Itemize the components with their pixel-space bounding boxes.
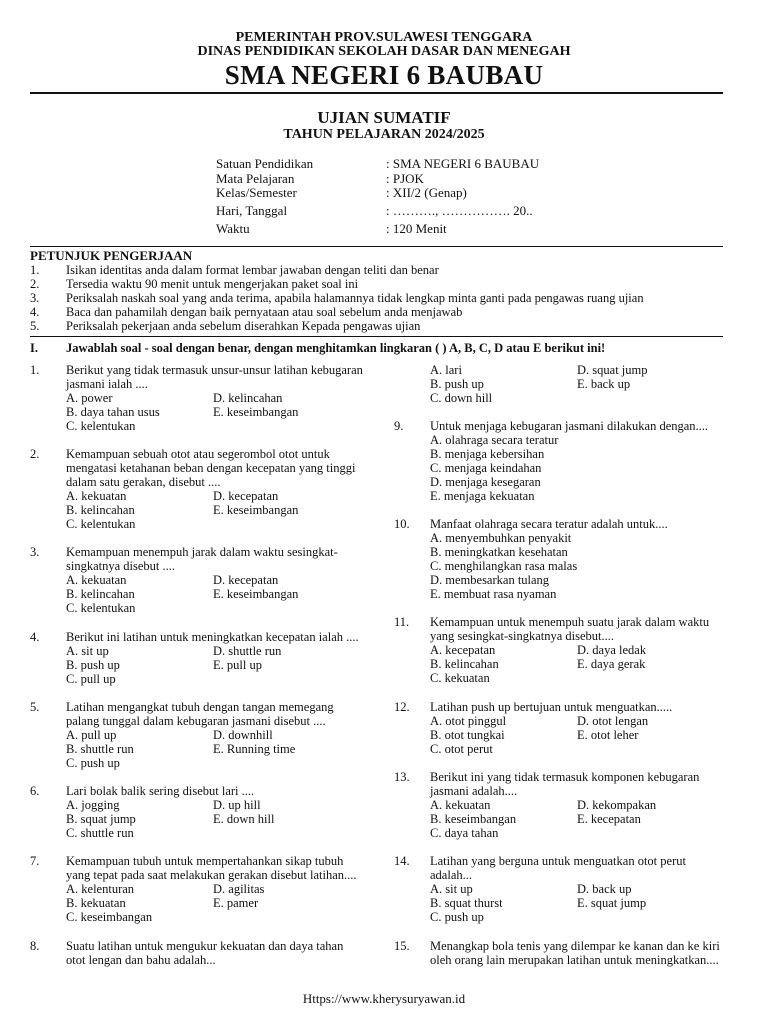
answer-option[interactable]: E. pull up	[213, 658, 262, 672]
answer-option[interactable]: B. kekuatan	[66, 896, 126, 910]
instruction-item	[30, 277, 358, 292]
question-text: otot lengan dan bahu adalah...	[66, 953, 216, 967]
answer-option[interactable]: E. membuat rasa nyaman	[430, 587, 557, 601]
answer-option[interactable]: E. down hill	[213, 812, 275, 826]
instruction-item	[30, 319, 420, 334]
answer-option[interactable]: D. menjaga kesegaran	[430, 475, 541, 489]
answer-option[interactable]: E. menjaga kekuatan	[430, 489, 535, 503]
answer-option[interactable]: C. push up	[66, 756, 120, 770]
answer-option[interactable]: D. daya ledak	[577, 643, 647, 657]
instruction-text: Isikan identitas anda dalam format lembar jawaban dengan teliti dan benar	[66, 263, 439, 277]
answer-option[interactable]: E. keseimbangan	[213, 405, 299, 419]
question-number: 13.	[394, 770, 410, 784]
question-text: Kemampuan untuk menempuh suatu jarak dalam waktu	[430, 615, 710, 629]
question-text: Berikut ini yang tidak termasuk komponen kebugaran	[430, 770, 700, 784]
answer-option[interactable]: E. keseimbangan	[213, 503, 299, 517]
question-number: 6.	[30, 784, 40, 798]
info-label: Kelas/Semester	[216, 185, 297, 200]
question-text: Suatu latihan untuk mengukur kekuatan dan daya tahan	[66, 939, 344, 953]
answer-option[interactable]: A. menyembuhkan penyakit	[430, 531, 572, 545]
answer-option[interactable]: E. daya gerak	[577, 657, 646, 671]
answer-option[interactable]: B. daya tahan usus	[66, 405, 160, 419]
answer-option[interactable]: B. shuttle run	[66, 742, 134, 756]
answer-option[interactable]: D. shuttle run	[213, 644, 282, 658]
header-divider	[30, 92, 723, 94]
answer-option[interactable]: A. kekuatan	[66, 489, 127, 503]
question-text: Kemampuan menempuh jarak dalam waktu sesingkat-	[66, 545, 338, 559]
answer-option[interactable]: B. kelincahan	[66, 503, 135, 517]
answer-option[interactable]: B. push up	[430, 377, 484, 391]
question-text: mengatasi ketahanan beban dengan kecepatan yang tinggi	[66, 461, 356, 475]
exam-title: UJIAN SUMATIF	[317, 108, 451, 127]
answer-option[interactable]: C. kekuatan	[430, 671, 490, 685]
question-text: Menangkap bola tenis yang dilempar ke kanan dan ke kiri	[430, 939, 720, 953]
question-text: yang tepat pada saat melakukan gerakan disebut latihan....	[66, 868, 357, 882]
info-row	[216, 185, 467, 201]
info-label: Mata Pelajaran	[216, 171, 295, 186]
answer-option[interactable]: B. push up	[66, 658, 120, 672]
answer-option[interactable]: C. otot perut	[430, 742, 493, 756]
question-number: 15.	[394, 939, 410, 953]
question-number: 8.	[30, 939, 40, 953]
instruction-number: 5.	[30, 319, 40, 333]
question-text: Berikut yang tidak termasuk unsur-unsur latihan kebugaran	[66, 363, 363, 377]
answer-option[interactable]: B. menjaga kebersihan	[430, 447, 545, 461]
answer-option[interactable]: C. kelentukan	[66, 601, 136, 615]
question-number: 1.	[30, 363, 40, 377]
answer-option[interactable]: A. lari	[430, 363, 462, 377]
answer-option[interactable]: C. down hill	[430, 391, 493, 405]
info-row	[216, 156, 539, 172]
answer-option[interactable]: C. daya tahan	[430, 826, 499, 840]
answer-option[interactable]: B. kelincahan	[430, 657, 499, 671]
question-number: 3.	[30, 545, 40, 559]
answer-option[interactable]: A. pull up	[66, 728, 117, 742]
answer-option[interactable]: E. back up	[577, 377, 631, 391]
answer-option[interactable]: C. kelentukan	[66, 517, 136, 531]
answer-option[interactable]: C. shuttle run	[66, 826, 134, 840]
info-value: : PJOK	[386, 171, 424, 186]
answer-option[interactable]: C. keseimbangan	[66, 910, 153, 924]
question-number: 9.	[394, 419, 404, 433]
question-text: Lari bolak balik sering disebut lari ....	[66, 784, 255, 798]
answer-option[interactable]: B. meningkatkan kesehatan	[430, 545, 568, 559]
answer-option[interactable]: A. kelenturan	[66, 882, 135, 896]
answer-option[interactable]: A. olahraga secara teratur	[430, 433, 559, 447]
answer-option[interactable]: B. keseimbangan	[430, 812, 517, 826]
answer-option[interactable]: A. sit up	[66, 644, 109, 658]
question-text: oleh orang lain merupakan latihan untuk meningkatkan....	[430, 953, 719, 967]
answer-option[interactable]: D. otot lengan	[577, 714, 649, 728]
question-text: Latihan push up bertujuan untuk menguatkan.....	[430, 700, 673, 714]
govt-heading: PEMERINTAH PROV.SULAWESI TENGGARA	[235, 30, 533, 45]
info-label: Satuan Pendidikan	[216, 156, 314, 171]
info-value: : XII/2 (Genap)	[386, 185, 467, 200]
question-text: palang tunggal dalam kebugaran jasmani disebut ....	[66, 714, 326, 728]
info-row	[216, 221, 447, 237]
instructions-title: PETUNJUK PENGERJAAN	[30, 248, 193, 263]
answer-option[interactable]: E. pamer	[213, 896, 259, 910]
info-value: : ………., ……………. 20..	[386, 203, 533, 218]
answer-option[interactable]: D. kelincahan	[213, 391, 283, 405]
answer-option[interactable]: C. push up	[430, 910, 484, 924]
question-text: Kemampuan sebuah otot atau segerombol otot untuk	[66, 447, 330, 461]
question-number: 4.	[30, 630, 40, 644]
answer-option[interactable]: A. power	[66, 391, 113, 405]
question-text: Manfaat olahraga secara teratur adalah untuk....	[430, 517, 668, 531]
answer-option[interactable]: D. kecepatan	[213, 489, 279, 503]
question-text: jasmani ialah ....	[66, 377, 148, 391]
answer-option[interactable]: B. squat thurst	[430, 896, 503, 910]
answer-option[interactable]: D. membesarkan tulang	[430, 573, 550, 587]
question-text: dalam satu gerakan, disebut ....	[66, 475, 221, 489]
question-number: 14.	[394, 854, 410, 868]
question-text: yang sesingkat-singkatnya disebut....	[430, 629, 614, 643]
instruction-number: 4.	[30, 305, 40, 319]
answer-option[interactable]: A. otot pinggul	[430, 714, 507, 728]
section-divider	[30, 336, 723, 337]
answer-option[interactable]: C. pull up	[66, 672, 116, 686]
department-heading: DINAS PENDIDIKAN SEKOLAH DASAR DAN MENEGAH	[197, 44, 571, 59]
instruction-number: 2.	[30, 277, 40, 291]
answer-option[interactable]: A. sit up	[430, 882, 473, 896]
answer-option[interactable]: D. back up	[577, 882, 632, 896]
answer-option[interactable]: A. kekuatan	[430, 798, 491, 812]
question-text: Berikut ini latihan untuk meningkatkan kecepatan ialah ....	[66, 630, 359, 644]
question-text: Latihan mengangkat tubuh dengan tangan memegang	[66, 700, 334, 714]
answer-option[interactable]: B. otot tungkai	[430, 728, 505, 742]
question-text: Kemampuan tubuh untuk mempertahankan sikap tubuh	[66, 854, 344, 868]
info-value: : 120 Menit	[386, 221, 447, 236]
answer-option[interactable]: A. jogging	[66, 798, 120, 812]
answer-option[interactable]: D. squat jump	[577, 363, 648, 377]
answer-option[interactable]: D. up hill	[213, 798, 261, 812]
answer-option[interactable]: D. kecepatan	[213, 573, 279, 587]
info-label: Hari, Tanggal	[216, 203, 288, 218]
answer-option[interactable]: D. kekompakan	[577, 798, 657, 812]
answer-option[interactable]: A. kecepatan	[430, 643, 496, 657]
instruction-text: Periksalah naskah soal yang anda terima, apabila halamannya tidak lengkap minta ganti pada pengawas ruang ujian	[66, 291, 644, 305]
answer-option[interactable]: E. kecepatan	[577, 812, 641, 826]
question-number: 12.	[394, 700, 410, 714]
footer-url: Https://www.kherysuryawan.id	[302, 991, 466, 1006]
school-name: SMA NEGERI 6 BAUBAU	[224, 60, 544, 90]
info-label: Waktu	[216, 221, 250, 236]
instruction-item	[30, 291, 644, 306]
question-number: 11.	[394, 615, 410, 629]
answer-option[interactable]: B. squat jump	[66, 812, 136, 826]
question-number: 7.	[30, 854, 40, 868]
section-instruction: Jawablah soal - soal dengan benar, dengan menghitamkan lingkaran ( ) A, B, C, D atau E berikut ini!	[66, 341, 606, 355]
info-row	[216, 203, 533, 219]
answer-option[interactable]: C. menghilangkan rasa malas	[430, 559, 578, 573]
question-text: Latihan yang berguna untuk menguatkan otot perut	[430, 854, 686, 868]
exam-year: TAHUN PELAJARAN 2024/2025	[283, 127, 485, 142]
answer-option[interactable]: E. keseimbangan	[213, 587, 299, 601]
instruction-item	[30, 305, 462, 320]
answer-option[interactable]: C. kelentukan	[66, 419, 136, 433]
question-text: Untuk menjaga kebugaran jasmani dilakukan dengan....	[430, 419, 709, 433]
question-number: 5.	[30, 700, 40, 714]
question-text: jasmani adalah....	[430, 784, 518, 798]
instruction-number: 1.	[30, 263, 40, 277]
answer-option[interactable]: B. kelincahan	[66, 587, 135, 601]
question-number: 10.	[394, 517, 410, 531]
answer-option[interactable]: C. menjaga keindahan	[430, 461, 542, 475]
instruction-item	[30, 263, 439, 278]
question-text: adalah...	[430, 868, 472, 882]
instruction-number: 3.	[30, 291, 40, 305]
question-number: 2.	[30, 447, 40, 461]
info-divider	[30, 246, 723, 247]
section-heading	[30, 341, 605, 356]
section-number: I.	[30, 341, 38, 355]
answer-option[interactable]: D. agilitas	[213, 882, 265, 896]
instruction-text: Tersedia waktu 90 menit untuk mengerjakan paket soal ini	[66, 277, 359, 291]
answer-option[interactable]: E. Running time	[213, 742, 296, 756]
instruction-text: Baca dan pahamilah dengan baik pernyataan atau soal sebelum anda menjawab	[66, 305, 463, 319]
answer-option[interactable]: D. downhill	[213, 728, 273, 742]
question-text: singkatnya disebut ....	[66, 559, 176, 573]
answer-option[interactable]: E. otot leher	[577, 728, 639, 742]
answer-option[interactable]: A. kekuatan	[66, 573, 127, 587]
info-value: : SMA NEGERI 6 BAUBAU	[386, 156, 540, 171]
instruction-text: Periksalah pekerjaan anda sebelum diserahkan Kepada pengawas ujian	[66, 319, 421, 333]
answer-option[interactable]: E. squat jump	[577, 896, 647, 910]
